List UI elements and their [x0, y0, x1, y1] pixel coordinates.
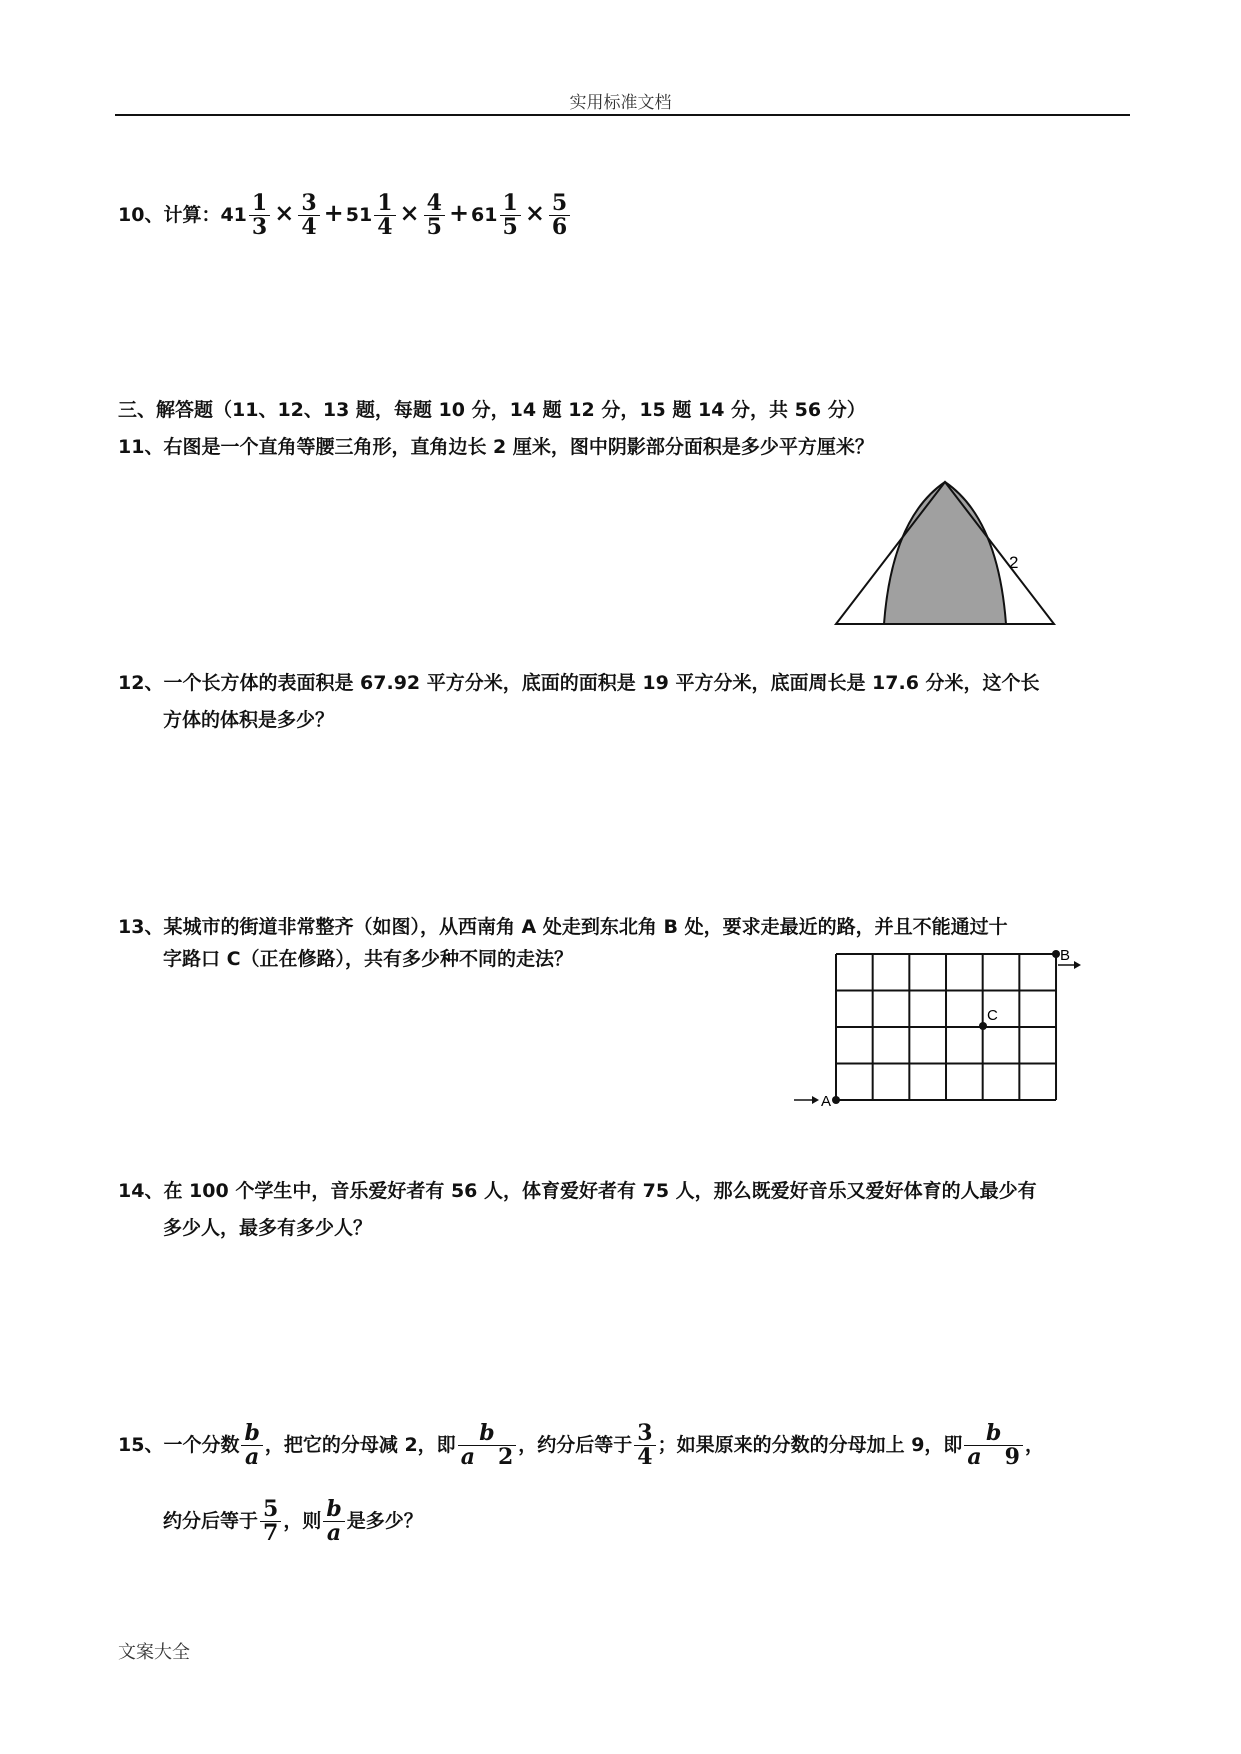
term-3-whole: 61 [471, 204, 498, 227]
fraction-b-over-a-plus-9: $\frac{b}{a 9}$ [964, 1422, 1023, 1469]
page-footer-text: 文案大全 [118, 1642, 190, 1663]
point-b [1052, 950, 1060, 958]
fraction-4-5: $\frac{4}{5}$ [424, 192, 445, 239]
question-11-text: 11、右图是一个直角等腰三角形，直角边长 2 厘米，图中阴影部分面积是多少平方厘米？ [118, 436, 874, 458]
fraction-b-over-a: $\frac{b}{a}$ [241, 1422, 262, 1469]
page-header-title: 实用标准文档 [569, 93, 672, 113]
q15-part-7: ，则 [283, 1510, 322, 1533]
shaded-region [884, 482, 1006, 624]
q15-part-1: 15、一个分数 [118, 1434, 240, 1457]
term-1-whole: 41 [220, 204, 247, 227]
question-14-line-2: 多少人，最多有多少人？ [163, 1217, 373, 1239]
fraction-5-6: $\frac{5}{6}$ [549, 192, 570, 239]
q15-part-4: ；如果原来的分数的分母加上 9，即 [657, 1434, 963, 1457]
arrowhead-a-icon [812, 1096, 819, 1104]
plus-sign: + [448, 198, 470, 228]
times-sign: × [524, 198, 545, 228]
q15-part-8: 是多少？ [346, 1510, 423, 1533]
q15-part-2: ，把它的分母减 2，即 [264, 1434, 456, 1457]
fraction-b-over-a-answer: $\frac{b}{a}$ [323, 1498, 344, 1545]
point-c [979, 1022, 987, 1030]
question-12-line-2: 方体的体积是多少？ [163, 709, 335, 731]
label-a: A [821, 1093, 832, 1110]
fraction-1-5: $\frac{1}{5}$ [500, 192, 521, 239]
fraction-1-4: $\frac{1}{4}$ [374, 192, 395, 239]
fraction-3-over-4: $\frac{3}{4}$ [634, 1422, 655, 1469]
street-grid [836, 954, 1056, 1100]
q15-part-6: 约分后等于 [163, 1510, 259, 1533]
arrowhead-b-icon [1074, 961, 1081, 969]
question-13-line-2: 字路口 C（正在修路），共有多少种不同的走法？ [163, 948, 574, 970]
question-15-line-1 [118, 1422, 1044, 1469]
fraction-1-3: $\frac{1}{3}$ [249, 192, 270, 239]
side-length-label: 2 [1009, 553, 1019, 572]
question-10-prefix: 10、计算： [118, 204, 221, 227]
question-10 [118, 192, 572, 239]
label-c: C [987, 1007, 998, 1024]
q15-part-5: ， [1024, 1434, 1044, 1457]
label-b: B [1060, 948, 1071, 964]
times-sign: × [274, 198, 295, 228]
question-15-line-2 [163, 1498, 423, 1545]
isosceles-triangle-figure [830, 476, 1060, 628]
plus-sign: + [323, 198, 344, 228]
fraction-5-over-7: $\frac{5}{7}$ [260, 1498, 281, 1545]
fraction-b-over-a-minus-2: $\frac{b}{a 2}$ [458, 1422, 517, 1469]
point-a [832, 1096, 840, 1104]
street-grid-figure [790, 948, 1090, 1118]
question-14-line-1: 14、在 100 个学生中，音乐爱好者有 56 人，体育爱好者有 75 人，那么既爱好音乐又爱好体育的人最少有 [118, 1180, 1037, 1202]
question-13-line-1: 13、某城市的街道非常整齐（如图），从西南角 A 处走到东北角 B 处，要求走最近的路，并且不能通过十 [118, 916, 1008, 938]
fraction-3-4: $\frac{3}{4}$ [298, 192, 319, 239]
term-2-whole: 51 [345, 204, 373, 227]
header-rule [115, 114, 1130, 116]
q15-part-3: ，约分后等于 [518, 1434, 633, 1457]
times-sign: × [399, 198, 420, 228]
section-3-title: 三、解答题（11、12、13 题，每题 10 分，14 题 12 分，15 题 14 分，共 56 分） [118, 399, 866, 421]
question-12-line-1: 12、一个长方体的表面积是 67.92 平方分米，底面的面积是 19 平方分米，底面周长是 17.6 分米，这个长 [118, 672, 1040, 694]
